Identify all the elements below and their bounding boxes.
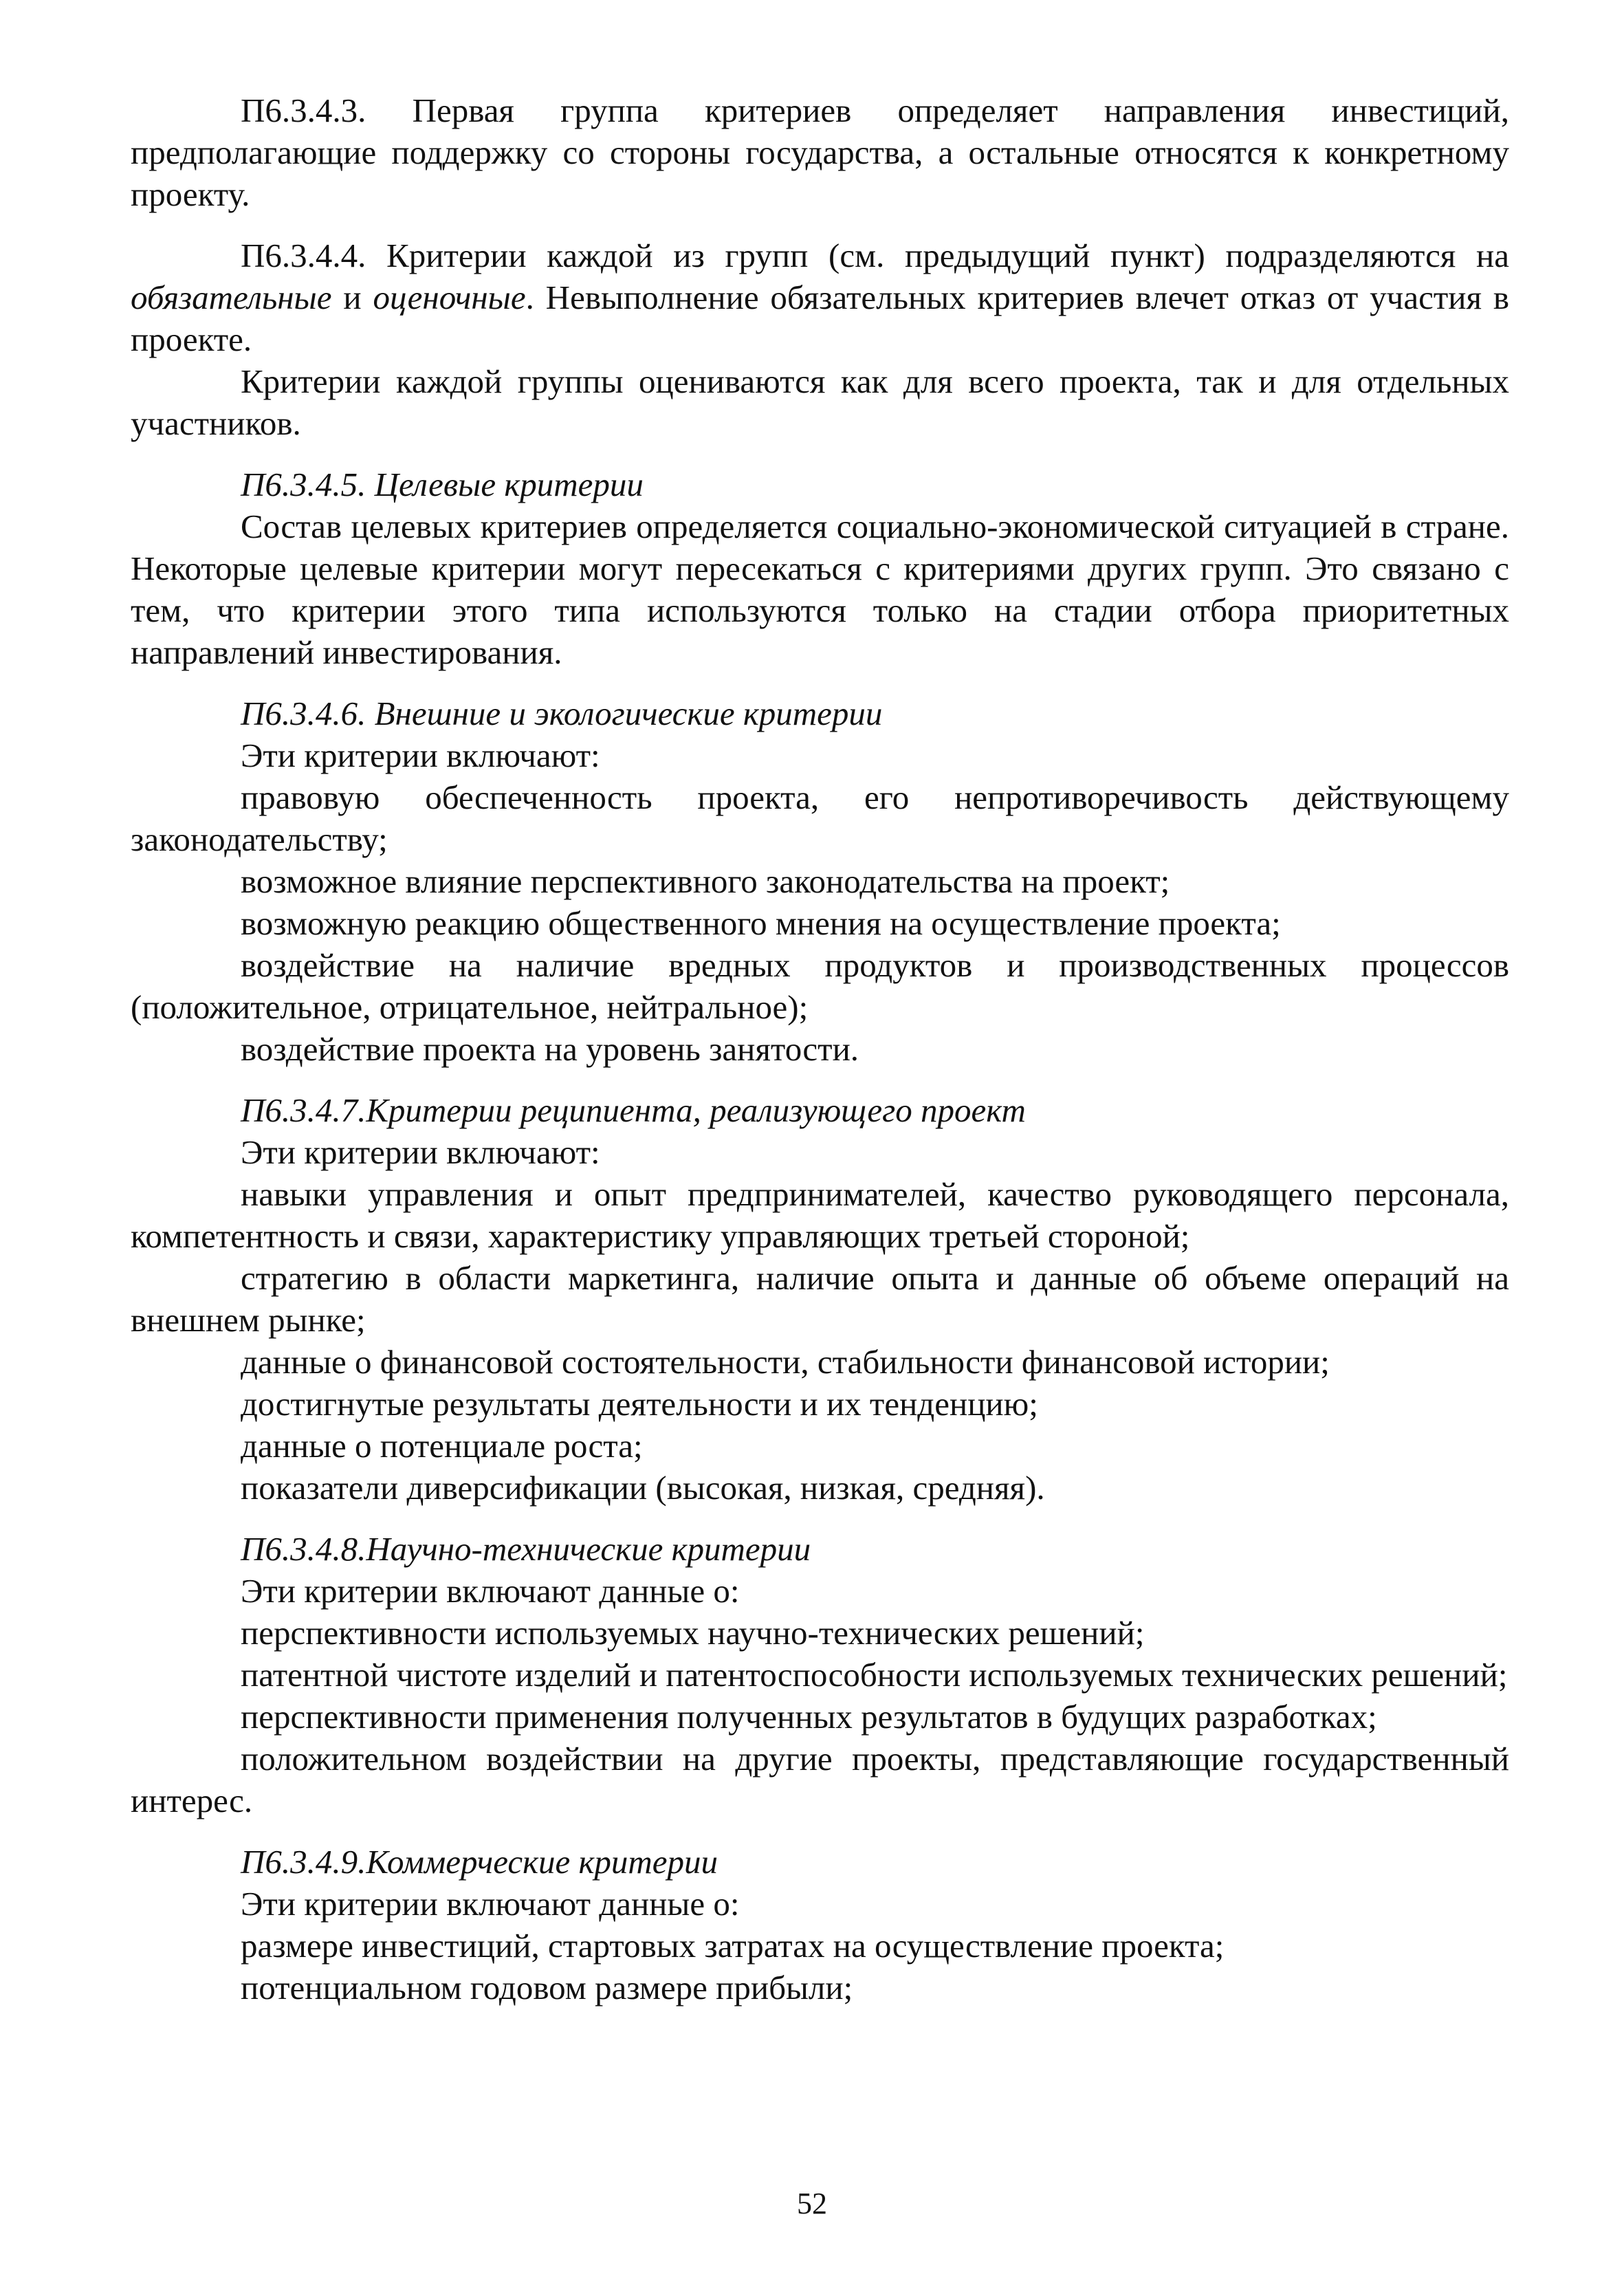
list-item: потенциальном годовом размере прибыли; xyxy=(241,1969,853,2007)
list-item: перспективности применения полученных результатов в будущих разработках; xyxy=(241,1698,1377,1736)
list-item: размере инвестиций, стартовых затратах на осуществление проекта; xyxy=(241,1927,1225,1965)
list-item: воздействие проекта на уровень занятости. xyxy=(241,1030,859,1068)
section-6-3-4-6 xyxy=(131,692,1509,1070)
list-item: показатели диверсификации (высокая, низкая, средняя). xyxy=(241,1469,1045,1507)
list-item: данные о потенциале роста; xyxy=(241,1427,643,1465)
paragraph-text: П6.3.4.4. Критерии каждой из групп (см. предыдущий пункт) подразделяются на xyxy=(241,237,1509,274)
section-heading: П6.3.4.6. Внешние и экологические критерии xyxy=(241,695,883,732)
list-item: правовую обеспеченность проекта, его непротиворечивость действующему законодательству; xyxy=(131,778,1509,858)
section-heading: П6.3.4.8.Научно-технические критерии xyxy=(241,1530,811,1568)
list-intro: Эти критерии включают данные о: xyxy=(241,1885,740,1923)
list-item: достигнутые результаты деятельности и их тенденцию; xyxy=(241,1385,1038,1423)
section-6-3-4-8 xyxy=(131,1528,1509,1822)
section-6-3-4-5 xyxy=(131,463,1509,673)
list-item: положительном воздействии на другие проекты, представляющие государственный интерес. xyxy=(131,1740,1509,1819)
paragraph-text: . Невыполнение обязательных критериев влечет отказ от участия в проекте. xyxy=(131,278,1509,358)
section-6-3-4-9 xyxy=(131,1841,1509,2009)
section-heading: П6.3.4.5. Целевые критерии xyxy=(241,466,644,503)
list-item: возможную реакцию общественного мнения на осуществление проекта; xyxy=(241,904,1281,942)
section-6-3-4-7 xyxy=(131,1089,1509,1509)
paragraph: Состав целевых критериев определяется социально-экономической ситуацией в стране. Некоторые целевые критерии могут пересекаться с критериями других групп. Это связано с тем, что критерии этого типа используются только на стадии отбора приоритетных направлений инвестирования. xyxy=(131,507,1509,671)
page-number: 52 xyxy=(797,2187,827,2220)
list-item: навыки управления и опыт предпринимателей, качество руководящего персонала, компетентность и связи, характеристику управляющих третьей стороной; xyxy=(131,1175,1509,1255)
list-item: перспективности используемых научно-технических решений; xyxy=(241,1614,1145,1652)
paragraph: Критерии каждой группы оцениваются как для всего проекта, так и для отдельных участников. xyxy=(131,362,1509,442)
list-item: возможное влияние перспективного законодательства на проект; xyxy=(241,862,1170,900)
emphasis-obligatory: обязательные xyxy=(131,278,332,316)
paragraph-text: и xyxy=(331,278,373,316)
emphasis-evaluative: оценочные xyxy=(373,278,526,316)
paragraph xyxy=(131,234,1509,360)
paragraph: П6.3.4.3. Первая группа критериев определяет направления инвестиций, предполагающие поддержку со стороны государства, а остальные относятся к конкретному проекту. xyxy=(131,91,1509,213)
page-body xyxy=(131,89,1509,2028)
list-intro: Эти критерии включают: xyxy=(241,1133,600,1171)
list-item: данные о финансовой состоятельности, стабильности финансовой истории; xyxy=(241,1343,1330,1381)
section-heading: П6.3.4.7.Критерии реципиента, реализующего проект xyxy=(241,1091,1026,1129)
list-intro: Эти критерии включают данные о: xyxy=(241,1572,740,1610)
list-item: патентной чистоте изделий и патентоспособности используемых технических решений; xyxy=(241,1656,1508,1694)
list-item: стратегию в области маркетинга, наличие опыта и данные об объеме операций на внешнем рынке; xyxy=(131,1259,1509,1339)
section-6-3-4-4 xyxy=(131,234,1509,444)
section-heading: П6.3.4.9.Коммерческие критерии xyxy=(241,1843,718,1881)
list-intro: Эти критерии включают: xyxy=(241,736,600,774)
section-6-3-4-3 xyxy=(131,89,1509,215)
list-item: воздействие на наличие вредных продуктов и производственных процессов (положительное, отрицательное, нейтральное); xyxy=(131,946,1509,1026)
